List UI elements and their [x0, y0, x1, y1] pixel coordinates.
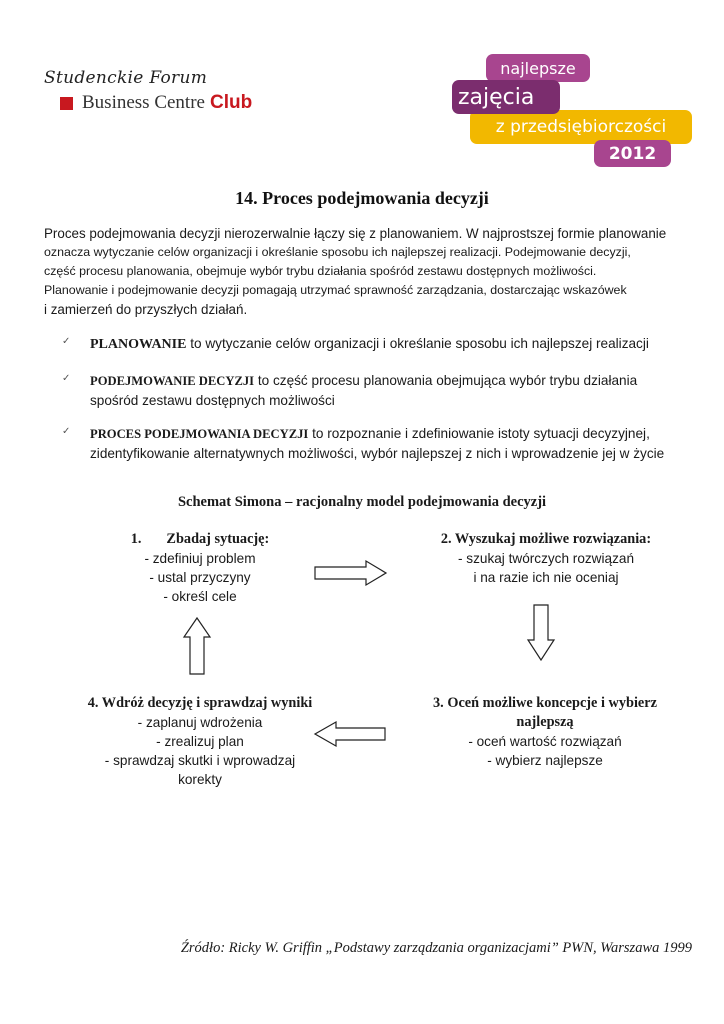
step-item: i na razie ich nie oceniaj	[473, 570, 619, 585]
step-item: - zdefiniuj problem	[144, 551, 256, 566]
arrow-up-icon	[183, 617, 211, 675]
step-item: - sprawdzaj skutki i wprowadzaj	[104, 753, 296, 768]
definition-text: to wytyczanie celów organizacji i określanie sposobu ich najlepszej realizacji	[186, 336, 649, 351]
intro-line: Proces podejmowania decyzji nierozerwalnie łączy się z planowaniem. W najprostszej formie planowanie	[44, 226, 667, 241]
intro-line: Planowanie i podejmowanie decyzji pomagają utrzymać sprawność zarządzania, dostarczając wskazówek	[44, 283, 627, 297]
step-item: korekty	[178, 772, 222, 787]
step-3	[400, 694, 690, 770]
arrow-down-icon	[527, 604, 555, 662]
step-4-heading: 4. Wdróż decyzję i sprawdzaj wyniki	[87, 695, 313, 711]
step-item: - zaplanuj wdrożenia	[137, 715, 263, 730]
definition-term: PODEJMOWANIE DECYZJI	[90, 374, 255, 388]
bullet-icon: ✓	[62, 426, 71, 437]
step-item: - ustal przyczyny	[149, 570, 251, 585]
bcc-logo-text: Business Centre	[82, 92, 205, 113]
definition-text: to rozpoznanie i zdefiniowanie istoty sytuacji decyzyjnej,	[308, 426, 650, 441]
red-square-icon	[60, 97, 73, 110]
definition-text: zidentyfikowanie alternatywnych możliwości, wybór najlepszej z nich i wprowadzenie jej w życie	[90, 446, 665, 461]
definition-text: spośród zestawu dostępnych możliwości	[90, 393, 335, 408]
intro-line: oznacza wytyczanie celów organizacji i określanie sposobu ich najlepszej realizacji. Podejmowanie decyzji,	[44, 245, 631, 259]
step-2-heading: 2. Wyszukaj możliwe rozwiązania:	[440, 531, 652, 547]
arrow-left-icon	[314, 721, 386, 747]
studenckie-forum-logo-text: Studenckie Forum	[44, 68, 208, 88]
bcc-logo-club: Club	[209, 92, 253, 113]
source-citation: Źródło: Ricky W. Griffin „Podstawy zarządzania organizacjami” PWN, Warszawa 1999	[180, 940, 692, 956]
definition-proces-podejmowania-decyzji	[62, 424, 682, 463]
bullet-icon: ✓	[62, 373, 71, 384]
step-1	[100, 530, 300, 606]
logo-pill-przedsiebiorczosci: z przedsiębiorczości	[470, 110, 692, 144]
logo-pill-zajecia: zajęcia	[452, 80, 560, 114]
bcc-logo	[60, 92, 252, 114]
step-item: - oceń wartość rozwiązań	[468, 734, 622, 749]
logo-pill-najlepsze: najlepsze	[486, 54, 590, 82]
step-item: - wybierz najlepsze	[487, 753, 603, 768]
definition-text: to część procesu planowania obejmująca wybór trybu działania	[254, 373, 638, 388]
definition-term: PROCES PODEJMOWANIA DECYZJI	[90, 427, 309, 441]
definition-planowanie	[62, 334, 682, 354]
step-3-heading-cont: najlepszą	[516, 714, 574, 730]
schema-title: Schemat Simona – racjonalny model podejmowania decyzji	[177, 494, 547, 510]
intro-line: i zamierzeń do przyszłych działań.	[44, 302, 248, 317]
step-2	[406, 530, 686, 587]
intro-paragraph	[44, 224, 684, 319]
bullet-icon: ✓	[62, 336, 71, 347]
intro-line: część procesu planowania, obejmuje wybór trybu działania spośród zestawu dostępnych możliwości.	[44, 264, 597, 278]
step-1-heading: 1. Zbadaj sytuację:	[130, 531, 270, 547]
arrow-right-icon	[314, 560, 388, 586]
logo-pill-year: 2012	[594, 140, 671, 167]
step-3-heading: 3. Oceń możliwe koncepcje i wybierz	[433, 695, 657, 711]
step-item: - zrealizuj plan	[156, 734, 244, 749]
step-4	[70, 694, 330, 789]
step-item: - określ cele	[163, 589, 237, 604]
step-item: - szukaj twórczych rozwiązań	[457, 551, 634, 566]
page-title: 14. Proces podejmowania decyzji	[235, 188, 489, 208]
definition-podejmowanie-decyzji	[62, 371, 682, 410]
definition-term: PLANOWANIE	[90, 337, 187, 352]
